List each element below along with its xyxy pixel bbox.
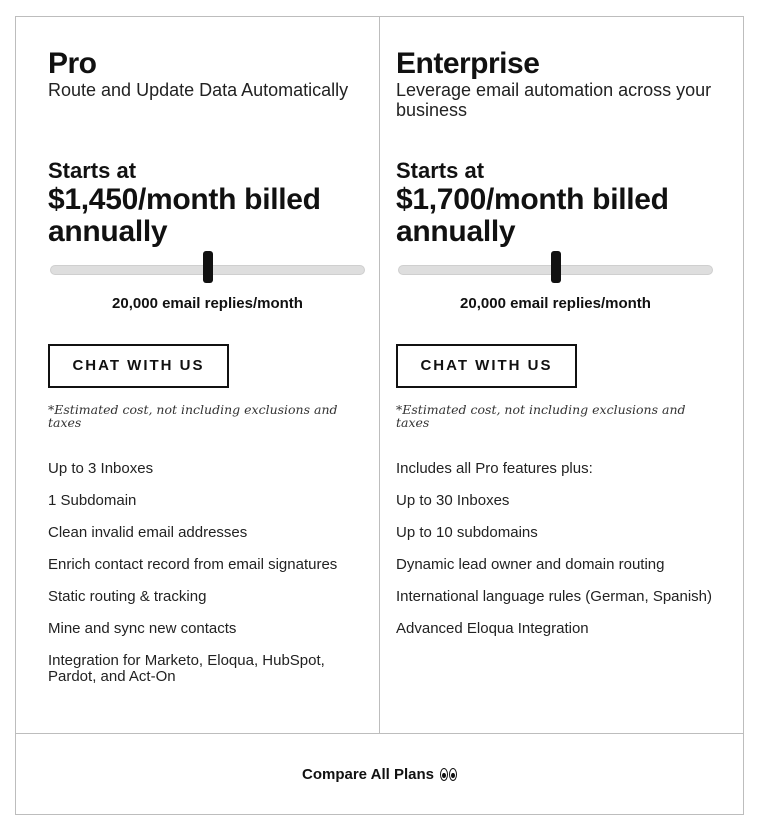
email-replies-value: 20,000 email replies/month — [112, 295, 303, 312]
feature-item: Integration for Marketo, Eloqua, HubSpot, Pardot, and Act-On — [48, 652, 325, 685]
chat-with-us-button[interactable]: CHAT WITH US — [48, 344, 229, 388]
feature-list — [48, 461, 368, 701]
email-replies-value: 20,000 email replies/month — [460, 295, 651, 312]
feature-item: Dynamic lead owner and domain routing — [396, 556, 665, 573]
starts-at-label: Starts at — [48, 158, 137, 183]
feature-item: Static routing & tracking — [48, 588, 207, 605]
slider-thumb[interactable] — [203, 251, 213, 283]
slider-thumb[interactable] — [551, 251, 561, 283]
chat-with-us-button[interactable]: CHAT WITH US — [396, 344, 577, 388]
column-divider — [379, 16, 380, 734]
plan-price: $1,450/month billed annually — [48, 183, 321, 248]
feature-item: Enrich contact record from email signatures — [48, 556, 338, 573]
plan-subtitle: Leverage email automation across your business — [396, 80, 712, 120]
plan-subtitle: Route and Update Data Automatically — [48, 80, 349, 100]
volume-slider[interactable] — [398, 263, 713, 277]
feature-item: Includes all Pro features plus: — [396, 460, 593, 477]
compare-all-plans-link[interactable] — [302, 766, 457, 783]
estimate-note: *Estimated cost, not including exclusions and taxes — [396, 402, 686, 430]
plan-price: $1,700/month billed annually — [396, 183, 669, 248]
feature-item: Up to 30 Inboxes — [396, 492, 510, 509]
estimate-note: *Estimated cost, not including exclusions and taxes — [48, 402, 338, 430]
starts-at-label: Starts at — [396, 158, 485, 183]
feature-item: Advanced Eloqua Integration — [396, 620, 589, 637]
eyes-icon — [440, 768, 457, 781]
compare-footer — [15, 734, 744, 815]
compare-label: Compare All Plans — [302, 766, 434, 783]
feature-item: Up to 3 Inboxes — [48, 460, 154, 477]
feature-item: Mine and sync new contacts — [48, 620, 237, 637]
volume-slider[interactable] — [50, 263, 365, 277]
feature-list — [396, 461, 716, 653]
feature-item: Up to 10 subdomains — [396, 524, 538, 541]
feature-item: International language rules (German, Spanish) — [396, 588, 713, 605]
feature-item: 1 Subdomain — [48, 492, 137, 509]
feature-item: Clean invalid email addresses — [48, 524, 248, 541]
plan-name: Pro — [48, 47, 97, 80]
plan-name: Enterprise — [396, 47, 540, 80]
